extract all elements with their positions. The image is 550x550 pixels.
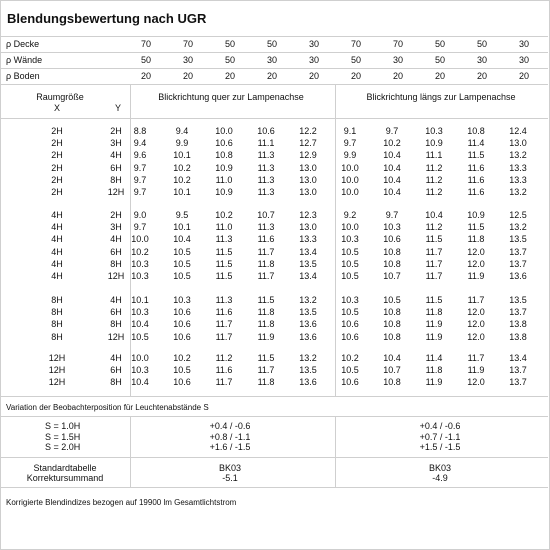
ugr-value: 11.6 (215, 307, 233, 318)
ugr-value: 11.5 (425, 234, 443, 245)
x-label: X (53, 103, 60, 113)
ugr-value: 10.2 (215, 210, 233, 220)
reflectance-value: 50 (434, 39, 445, 49)
ugr-value: 13.0 (299, 222, 317, 233)
reflectance-value: 50 (350, 55, 361, 65)
reflectance-label: ρ Decke (6, 39, 40, 49)
ugr-value: 9.4 (133, 138, 147, 149)
ugr-value: 10.2 (173, 162, 191, 173)
row-x: 4H (51, 210, 63, 220)
ugr-value: 10.6 (173, 319, 191, 330)
row-x: 4H (51, 271, 63, 281)
ugr-value: 9.6 (133, 150, 147, 161)
ugr-value: 9.1 (343, 126, 357, 136)
reflectance-label: ρ Boden (6, 71, 40, 81)
ugr-value: 12.0 (467, 246, 485, 257)
ugr-value: 13.5 (509, 295, 527, 305)
row-x: 12H (48, 365, 66, 376)
ugr-value: 10.5 (341, 271, 359, 281)
row-y: 4H (110, 353, 122, 363)
row-x: 8H (51, 319, 63, 330)
ugr-value: 11.7 (215, 377, 233, 388)
variation-cross: +0.4 / -0.6 (209, 421, 251, 431)
cross-standard-table: BK03 (218, 463, 242, 473)
ugr-value: 11.7 (257, 246, 275, 257)
ugr-value: 11.7 (467, 353, 485, 363)
ugr-value: 11.6 (467, 187, 485, 197)
ugr-value: 11.9 (257, 331, 275, 342)
ugr-value: 13.8 (509, 331, 527, 342)
ugr-value: 10.4 (383, 187, 401, 197)
reflectance-value: 20 (476, 71, 487, 81)
ugr-value: 11.5 (467, 222, 485, 233)
cross-direction-label: Blickrichtung quer zur Lampenachse (158, 92, 304, 102)
ugr-value: 11.3 (215, 295, 233, 305)
ugr-value: 10.5 (131, 331, 149, 342)
row-y: 12H (107, 187, 125, 197)
divider (1, 487, 548, 488)
ugr-value: 12.4 (509, 126, 527, 136)
ugr-value: 10.2 (383, 138, 401, 149)
ugr-value: 11.3 (215, 234, 233, 245)
ugr-value: 11.3 (257, 150, 275, 161)
row-x: 2H (51, 187, 63, 197)
ugr-value: 10.7 (383, 271, 401, 281)
reflectance-value: 30 (266, 55, 277, 65)
ugr-value: 13.6 (509, 271, 527, 281)
ugr-value: 10.0 (215, 126, 233, 136)
ugr-value: 10.4 (383, 174, 401, 185)
ugr-value: 11.8 (257, 307, 275, 318)
ugr-value: 9.9 (343, 150, 357, 161)
ugr-value: 10.3 (131, 307, 149, 318)
row-y: 2H (110, 126, 122, 136)
ugr-value: 10.8 (383, 377, 401, 388)
ugr-value: 11.5 (467, 150, 485, 161)
ugr-value: 11.5 (215, 258, 233, 269)
ugr-value: 11.5 (257, 353, 275, 363)
ugr-value: 10.5 (173, 365, 191, 376)
variation-cross: +0.8 / -1.1 (209, 431, 251, 442)
ugr-value: 10.2 (341, 353, 359, 363)
y-label: Y (114, 103, 121, 113)
reflectance-value: 30 (518, 39, 529, 49)
ugr-value: 9.7 (133, 222, 147, 233)
ugr-value: 10.1 (173, 150, 191, 161)
ugr-value: 10.6 (341, 319, 359, 330)
ugr-value: 10.1 (173, 187, 191, 197)
ugr-value: 13.2 (299, 295, 317, 305)
ugr-value: 12.3 (299, 210, 317, 220)
ugr-value: 11.0 (215, 174, 233, 185)
ugr-value: 10.5 (341, 307, 359, 318)
ugr-value: 10.3 (425, 126, 443, 136)
row-x: 12H (48, 353, 66, 363)
ugr-value: 13.6 (299, 331, 317, 342)
ugr-value: 11.4 (467, 138, 485, 149)
ugr-value: 10.7 (257, 210, 275, 220)
row-y: 6H (110, 246, 122, 257)
ugr-value: 13.3 (509, 174, 527, 185)
ugr-value: 11.7 (215, 331, 233, 342)
row-y: 8H (110, 258, 122, 269)
ugr-value: 11.6 (467, 174, 485, 185)
reflectance-value: 30 (308, 39, 319, 49)
row-x: 2H (51, 126, 63, 136)
ugr-value: 13.5 (509, 234, 527, 245)
ugr-value: 12.0 (467, 319, 485, 330)
reflectance-value: 20 (434, 71, 445, 81)
row-y: 6H (110, 365, 122, 376)
reflectance-value: 20 (308, 71, 319, 81)
ugr-value: 10.6 (383, 234, 401, 245)
ugr-value: 10.3 (383, 222, 401, 233)
ugr-value: 10.6 (341, 331, 359, 342)
ugr-value: 13.5 (299, 365, 317, 376)
row-x: 4H (51, 222, 63, 233)
ugr-value: 11.3 (257, 222, 275, 233)
ugr-value: 11.7 (257, 271, 275, 281)
along-correction: -4.9 (432, 473, 448, 483)
ugr-value: 10.5 (383, 295, 401, 305)
reflectance-value: 30 (518, 55, 529, 65)
ugr-value: 10.1 (131, 295, 149, 305)
ugr-value: 10.9 (215, 162, 233, 173)
row-y: 12H (107, 331, 125, 342)
ugr-value: 11.6 (257, 234, 275, 245)
reflectance-value: 20 (140, 71, 151, 81)
ugr-value: 13.2 (509, 150, 527, 161)
ugr-value: 10.0 (341, 174, 359, 185)
row-x: 4H (51, 246, 63, 257)
row-y: 6H (110, 307, 122, 318)
row-x: 8H (51, 295, 63, 305)
variation-along: +0.4 / -0.6 (419, 421, 461, 431)
ugr-value: 9.7 (343, 138, 357, 149)
reflectance-value: 70 (392, 39, 403, 49)
ugr-value: 10.8 (383, 307, 401, 318)
row-y: 4H (110, 295, 122, 305)
row-x: 2H (51, 174, 63, 185)
row-x: 2H (51, 150, 63, 161)
ugr-value: 9.0 (133, 210, 147, 220)
ugr-value: 12.0 (467, 307, 485, 318)
ugr-value: 11.7 (257, 365, 275, 376)
reflectance-value: 70 (140, 39, 151, 49)
ugr-value: 13.4 (509, 353, 527, 363)
ugr-value: 13.7 (509, 377, 527, 388)
ugr-value: 10.9 (215, 187, 233, 197)
reflectance-value: 70 (182, 39, 193, 49)
variation-along: +1.5 / -1.5 (419, 442, 461, 452)
row-x: 12H (48, 377, 66, 388)
ugr-value: 10.4 (383, 150, 401, 161)
row-x: 2H (51, 138, 63, 149)
ugr-value: 10.4 (131, 377, 149, 388)
reflectance-value: 20 (392, 71, 403, 81)
variation-cross: +1.6 / -1.5 (209, 442, 251, 452)
ugr-value: 10.0 (341, 222, 359, 233)
ugr-value: 10.9 (467, 210, 485, 220)
ugr-value: 11.5 (215, 246, 233, 257)
ugr-value: 10.0 (341, 162, 359, 173)
ugr-value: 11.8 (257, 319, 275, 330)
divider (1, 36, 548, 37)
row-x: 4H (51, 258, 63, 269)
reflectance-value: 50 (224, 55, 235, 65)
reflectance-value: 50 (140, 55, 151, 65)
ugr-value: 11.5 (215, 271, 233, 281)
ugr-value: 11.5 (257, 295, 275, 305)
row-y: 8H (110, 377, 122, 388)
row-y: 8H (110, 319, 122, 330)
reflectance-value: 20 (350, 71, 361, 81)
ugr-value: 10.3 (131, 365, 149, 376)
spacing-label: S = 2.0H (45, 442, 81, 452)
ugr-value: 11.7 (215, 319, 233, 330)
ugr-value: 10.4 (383, 353, 401, 363)
ugr-value: 11.7 (467, 295, 485, 305)
reflectance-value: 30 (476, 55, 487, 65)
ugr-value: 11.9 (425, 377, 443, 388)
ugr-value: 10.5 (341, 246, 359, 257)
ugr-value: 10.3 (131, 258, 149, 269)
ugr-value: 8.8 (133, 126, 147, 136)
ugr-value: 11.2 (425, 162, 443, 173)
ugr-value: 10.6 (173, 331, 191, 342)
reflectance-value: 50 (434, 55, 445, 65)
ugr-value: 12.9 (299, 150, 317, 161)
divider (130, 416, 131, 487)
ugr-value: 13.0 (509, 138, 527, 149)
ugr-value: 11.1 (425, 150, 443, 161)
ugr-value: 10.8 (383, 319, 401, 330)
ugr-value: 12.0 (467, 258, 485, 269)
standard-table-label: Standardtabelle (33, 463, 97, 473)
ugr-value: 13.0 (299, 174, 317, 185)
ugr-value: 11.3 (257, 174, 275, 185)
ugr-value: 9.7 (133, 162, 147, 173)
ugr-value: 9.2 (343, 210, 357, 220)
ugr-value: 13.5 (299, 307, 317, 318)
variation-along: +0.7 / -1.1 (419, 431, 461, 442)
ugr-value: 10.8 (467, 126, 485, 136)
row-y: 4H (110, 150, 122, 161)
ugr-value: 10.2 (173, 174, 191, 185)
ugr-value: 11.1 (257, 138, 275, 149)
ugr-value: 10.2 (131, 246, 149, 257)
reflectance-value: 30 (392, 55, 403, 65)
divider (1, 68, 548, 69)
ugr-value: 10.0 (341, 187, 359, 197)
spacing-label: S = 1.0H (45, 421, 81, 431)
ugr-value: 9.4 (175, 126, 189, 136)
ugr-value: 12.0 (467, 377, 485, 388)
ugr-value: 11.8 (257, 377, 275, 388)
ugr-value: 11.5 (425, 295, 443, 305)
ugr-value: 11.2 (425, 187, 443, 197)
ugr-value: 10.7 (383, 365, 401, 376)
ugr-value: 13.5 (299, 258, 317, 269)
ugr-value: 10.9 (425, 138, 443, 149)
ugr-value: 10.1 (173, 222, 191, 233)
ugr-value: 11.3 (257, 187, 275, 197)
ugr-value: 11.8 (425, 365, 443, 376)
ugr-value: 13.6 (299, 377, 317, 388)
divider (1, 52, 548, 53)
ugr-value: 11.9 (425, 319, 443, 330)
row-y: 3H (110, 222, 122, 233)
ugr-value: 13.8 (509, 319, 527, 330)
divider (1, 396, 548, 397)
ugr-value: 10.6 (173, 377, 191, 388)
spacing-label: S = 1.5H (45, 431, 81, 442)
ugr-value: 10.3 (131, 271, 149, 281)
ugr-value: 10.4 (173, 234, 191, 245)
ugr-value: 13.7 (509, 307, 527, 318)
ugr-value: 10.5 (341, 258, 359, 269)
divider (1, 457, 548, 458)
ugr-value: 13.0 (299, 162, 317, 173)
ugr-value: 9.7 (385, 126, 399, 136)
divider (1, 118, 548, 119)
ugr-value: 10.0 (131, 234, 149, 245)
row-x: 8H (51, 307, 63, 318)
ugr-value: 13.4 (299, 246, 317, 257)
ugr-value: 9.7 (133, 187, 147, 197)
divider (1, 84, 548, 85)
reflectance-value: 20 (224, 71, 235, 81)
ugr-value: 9.5 (175, 210, 189, 220)
ugr-value: 12.0 (467, 331, 485, 342)
reflectance-value: 50 (476, 39, 487, 49)
ugr-value: 10.4 (383, 162, 401, 173)
cross-correction: -5.1 (222, 473, 238, 483)
ugr-value: 11.2 (425, 174, 443, 185)
ugr-value: 11.8 (257, 258, 275, 269)
ugr-value: 11.2 (215, 353, 233, 363)
ugr-value: 13.6 (299, 319, 317, 330)
ugr-value: 13.4 (299, 271, 317, 281)
ugr-value: 10.6 (173, 307, 191, 318)
ugr-value: 10.5 (173, 258, 191, 269)
row-y: 3H (110, 138, 122, 149)
room-size-label: Raumgröße (36, 92, 84, 102)
reflectance-value: 50 (224, 39, 235, 49)
page-title: Blendungsbewertung nach UGR (7, 11, 207, 26)
ugr-value: 10.8 (383, 258, 401, 269)
ugr-value: 13.7 (509, 365, 527, 376)
divider (335, 416, 336, 487)
ugr-value: 11.7 (425, 271, 443, 281)
ugr-value: 11.7 (425, 258, 443, 269)
ugr-value: 12.5 (509, 210, 527, 220)
reflectance-value: 70 (350, 39, 361, 49)
ugr-value: 10.5 (341, 365, 359, 376)
ugr-value: 11.2 (425, 222, 443, 233)
ugr-value: 12.2 (299, 126, 317, 136)
ugr-value: 11.6 (467, 162, 485, 173)
ugr-value: 11.7 (425, 246, 443, 257)
ugr-value: 10.3 (341, 295, 359, 305)
variation-title: Variation der Beobachterposition für Leuchtenabstände S (6, 403, 209, 412)
ugr-value: 11.9 (467, 271, 485, 281)
row-y: 12H (107, 271, 125, 281)
ugr-value: 10.3 (173, 295, 191, 305)
ugr-value: 13.7 (509, 258, 527, 269)
ugr-value: 10.5 (173, 271, 191, 281)
ugr-value: 11.3 (257, 162, 275, 173)
ugr-value: 10.6 (257, 126, 275, 136)
ugr-value: 13.7 (509, 246, 527, 257)
ugr-value: 10.6 (341, 377, 359, 388)
row-y: 2H (110, 210, 122, 220)
ugr-value: 13.0 (299, 187, 317, 197)
ugr-value: 10.5 (173, 246, 191, 257)
row-y: 6H (110, 162, 122, 173)
ugr-value: 13.2 (299, 353, 317, 363)
row-x: 8H (51, 331, 63, 342)
reflectance-value: 20 (518, 71, 529, 81)
ugr-value: 10.4 (131, 319, 149, 330)
ugr-value: 9.9 (175, 138, 189, 149)
correction-label: Korrektursummand (26, 473, 104, 483)
ugr-value: 11.4 (425, 353, 443, 363)
ugr-value: 13.3 (299, 234, 317, 245)
ugr-value: 11.8 (425, 307, 443, 318)
ugr-value: 11.8 (467, 234, 485, 245)
ugr-value: 10.2 (173, 353, 191, 363)
along-standard-table: BK03 (428, 463, 452, 473)
ugr-value: 12.7 (299, 138, 317, 149)
reflectance-value: 20 (182, 71, 193, 81)
reflectance-value: 20 (266, 71, 277, 81)
ugr-value: 10.8 (215, 150, 233, 161)
ugr-value: 13.2 (509, 187, 527, 197)
ugr-value: 11.6 (215, 365, 233, 376)
along-direction-label: Blickrichtung längs zur Lampenachse (366, 92, 516, 102)
ugr-value: 13.2 (509, 222, 527, 233)
divider (1, 416, 548, 417)
ugr-value: 10.3 (341, 234, 359, 245)
reflectance-label: ρ Wände (6, 55, 43, 65)
ugr-value: 11.9 (425, 331, 443, 342)
footer-note: Korrigierte Blendindizes bezogen auf 19900 lm Gesamtlichtstrom (6, 498, 237, 507)
ugr-value: 13.3 (509, 162, 527, 173)
row-y: 8H (110, 174, 122, 185)
ugr-value: 11.9 (467, 365, 485, 376)
ugr-value: 9.7 (133, 174, 147, 185)
reflectance-value: 50 (266, 39, 277, 49)
row-x: 4H (51, 234, 63, 245)
row-y: 4H (110, 234, 122, 245)
ugr-value: 10.8 (383, 331, 401, 342)
reflectance-value: 30 (308, 55, 319, 65)
ugr-value: 10.6 (215, 138, 233, 149)
ugr-value: 10.0 (131, 353, 149, 363)
row-x: 2H (51, 162, 63, 173)
ugr-value: 9.7 (385, 210, 399, 220)
ugr-value: 10.4 (425, 210, 443, 220)
ugr-value: 11.0 (215, 222, 233, 233)
reflectance-value: 30 (182, 55, 193, 65)
ugr-value: 10.8 (383, 246, 401, 257)
